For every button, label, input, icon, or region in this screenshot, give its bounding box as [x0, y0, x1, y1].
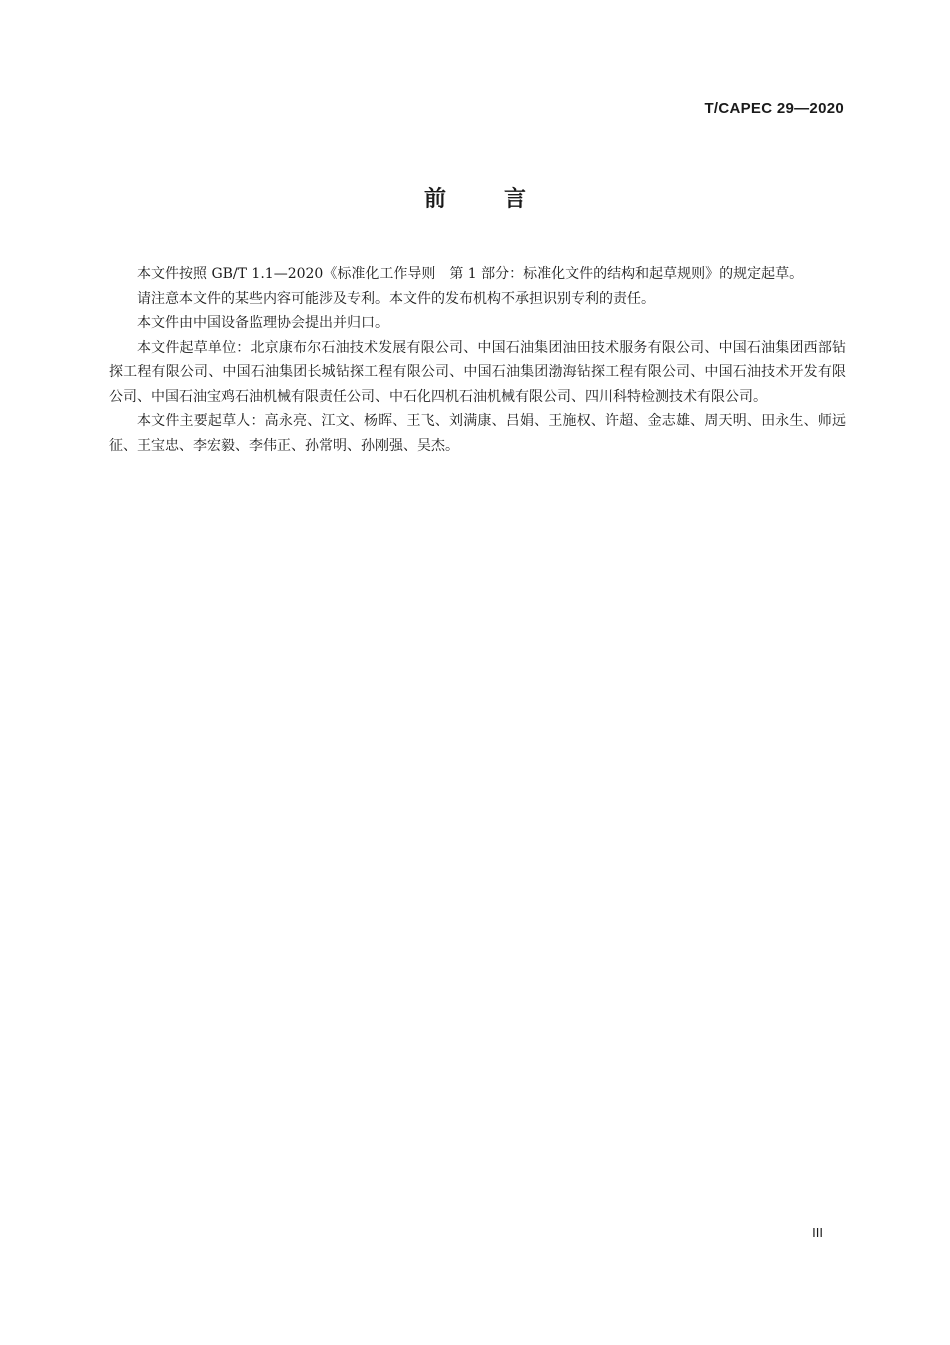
paragraph-drafting-units: 本文件起草单位：北京康布尔石油技术发展有限公司、中国石油集团油田技术服务有限公司、中国石油集团西部钻探工程有限公司、中国石油集团长城钻探工程有限公司、中国石油集团渤海钻探工程有限公司、中国石油技术开发有限公司、中国石油宝鸡石油机械有限责任公司、中石化四机石油机械有限公司、四川科特检测技术有限公司。: [109, 339, 846, 405]
paragraph-proposer: 本文件由中国设备监理协会提出并归口。: [137, 315, 389, 331]
paragraph-drafting-rules: 本文件按照 GB/T 1.1—2020《标准化工作导则 第 1 部分：标准化文件的结构和起草规则》的规定起草。: [137, 266, 804, 282]
page-title: 前言: [423, 187, 584, 212]
paragraph-patent-notice: 请注意本文件的某些内容可能涉及专利。本文件的发布机构不承担识别专利的责任。: [137, 290, 655, 307]
standard-code: T/CAPEC 29—2020: [704, 100, 844, 117]
page-number: III: [812, 1225, 823, 1240]
paragraph-drafters: 本文件主要起草人：高永亮、江文、杨晖、王飞、刘满康、吕娟、王施权、许超、金志雄、周天明、田永生、师远征、王宝忠、李宏毅、李伟正、孙常明、孙刚强、吴杰。: [109, 413, 846, 454]
foreword-body: [109, 262, 846, 458]
